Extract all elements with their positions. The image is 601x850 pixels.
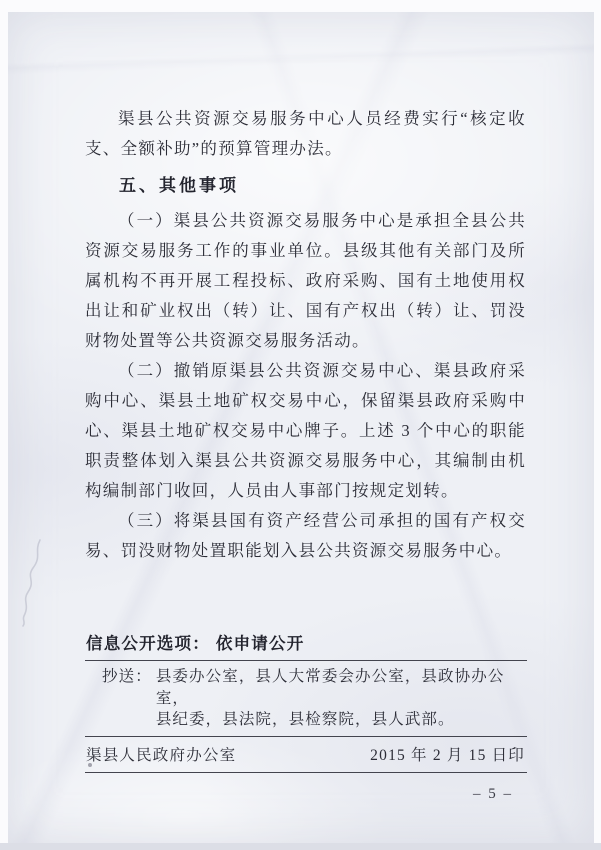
document-footer <box>85 630 527 773</box>
handwriting-mark <box>16 534 52 630</box>
paper-background <box>8 12 594 843</box>
cc-row <box>85 661 527 737</box>
page-number: – 5 – <box>473 786 513 802</box>
issuer-name: 渠县人民政府办公室 <box>86 746 237 764</box>
scanner-edge <box>0 843 601 850</box>
disclosure-value: 依申请公开 <box>215 635 305 653</box>
section-heading: 五、其他事项 <box>119 176 239 195</box>
cc-line: 县纪委，县法院，县检察院，县人武部。 <box>155 711 455 728</box>
print-date: 2015 年 2 月 15 日印 <box>370 746 525 764</box>
paragraph-budget: 渠县公共资源交易服务中心人员经费实行“核定收支、全额补助”的预算管理办法。 <box>85 109 526 158</box>
issuer-row <box>85 737 527 773</box>
cc-label: 抄送： <box>102 668 152 685</box>
paragraph-item-3: （三）将渠县国有资产经营公司承担的国有产权交易、罚没财物处置职能划入县公共资源交易服务中心。 <box>85 511 526 560</box>
disclosure-label: 信息公开选项： <box>86 635 210 653</box>
paragraph-item-2: （二）撤销原渠县公共资源交易中心、渠县政府采购中心、渠县土地矿权交易中心，保留渠县政府采购中心、渠县土地矿权交易中心牌子。上述 3 个中心的职能职责整体划入渠县公共资源交易服务中心，其编制由机构编制部门收回，人员由人事部门按规定划转。 <box>85 361 526 500</box>
cc-recipients <box>156 666 527 731</box>
document-body <box>85 104 526 566</box>
cc-line: 县委办公室，县人大常委会办公室，县政协办公室， <box>155 668 505 707</box>
paragraph-item-1: （一）渠县公共资源交易服务中心是承担全县公共资源交易服务工作的事业单位。县级其他有关部门及所属机构不再开展工程投标、政府采购、国有土地使用权出让和矿业权出（转）让、国有产权出（转）让、罚没财物处置等公共资源交易服务活动。 <box>85 211 526 350</box>
disclosure-row <box>85 630 527 661</box>
